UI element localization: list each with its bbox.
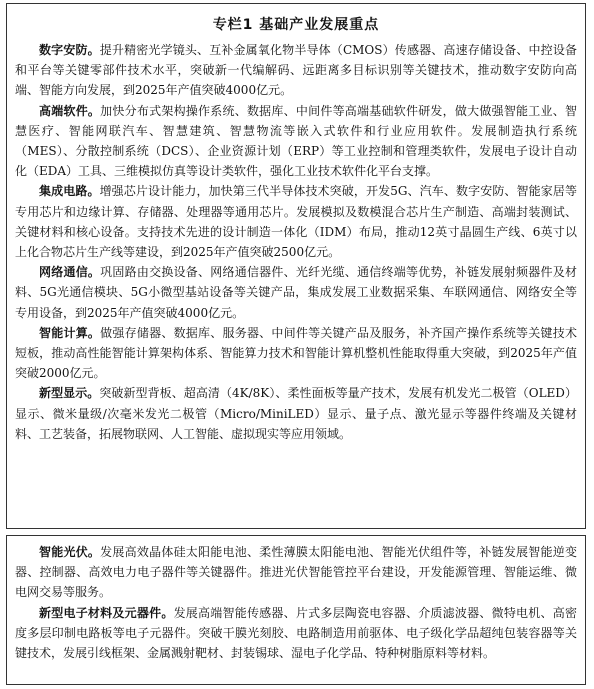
section-heading: 智能光伏。 [39, 545, 101, 559]
column-box-bottom [6, 535, 586, 685]
section-digital-security [15, 40, 577, 101]
section-body: 加快分布式架构操作系统、数据库、中间件等高端基础软件研发，做大做强智能工业、智慧医疗、智能网联汽车、智慧建筑、智慧物流等嵌入式软件和行业应用软件。发展制造执行系统（MES）、分散控制系统（DCS）、企业资源计划（ERP）等工业控制和管理类软件，发展电子设计自动化（EDA）工具、三维模拟仿真等设计类软件，强化工业技术软件化平台支撑。 [15, 103, 577, 179]
section-heading: 集成电路。 [39, 184, 100, 199]
column-box-top [6, 3, 586, 529]
section-network-communication [15, 262, 577, 323]
section-body: 增强芯片设计能力，加快第三代半导体技术突破，开发5G、汽车、数字安防、智能家居等专用芯片和边缘计算、存储器、处理器等通用芯片。发展模拟及数模混合芯片生产制造、高端封装测试、关键材料和核心设备。支持技术先进的设计制造一体化（IDM）布局，推动12英寸晶圆生产线、6英寸以上化合物芯片生产线等建设，到2025年产值突破2500亿元。 [15, 184, 577, 260]
section-integrated-circuits [15, 181, 577, 262]
section-body: 突破新型背板、超高清（4K/8K）、柔性面板等量产技术，发展有机发光二极管（OLED）显示、微米量级/次毫米发光二极管（Micro/MiniLED）显示、量子点、激光显示等器件终端及关键材料、工艺装备，拓展物联网、人工智能、虚拟现实等应用领域。 [15, 386, 577, 441]
section-heading: 网络通信。 [39, 265, 101, 280]
section-body: 发展高效晶体硅太阳能电池、柔性薄膜太阳能电池、智能光伏组件等，补链发展智能逆变器、控制器、高效电力电子器件等关键器件。推进光伏智能管控平台建设，开发能源管理、智能运维、微电网交易等服务。 [15, 545, 577, 600]
section-body: 做强存储器、数据库、服务器、中间件等关键产品及服务，补齐国产操作系统等关键技术短板，推动高性能智能计算架构体系、智能算力技术和智能计算机整机性能取得重大突破，到2025年产值突破2000亿元。 [15, 325, 577, 381]
section-heading: 高端软件。 [39, 103, 101, 118]
section-heading: 新型显示。 [39, 386, 100, 401]
section-body: 发展高端智能传感器、片式多层陶瓷电容器、介质滤波器、微特电机、高密度多层印制电路板等电子元器件。突破干膜光刻胶、电路制造用前驱体、电子级化学品超纯包装容器等关键技术，发展引线框架、金属溅射靶材、封装锡球、湿电子化学品、特种树脂原料等材料。 [15, 605, 577, 661]
section-body: 巩固路由交换设备、网络通信器件、光纤光缆、通信终端等优势，补链发展射频器件及材料、5G光通信模块、5G小微型基站设备等关键产品，集成发展工业数据采集、车联网通信、网络安全等专用设备，到2025年产值突破4000亿元。 [15, 265, 577, 320]
section-heading: 数字安防。 [39, 43, 100, 57]
column-title: 专栏1 基础产业发展重点 [212, 17, 380, 33]
section-high-end-software [15, 101, 577, 182]
section-electronic-materials [15, 603, 577, 664]
section-body: 提升精密光学镜头、互补金属氧化物半导体（CMOS）传感器、高速存储设备、中控设备和平台等关键零部件技术水平，突破新一代编解码、远距离多目标识别等关键技术，推动数字安防向高端、智能方向发展，到2025年产值突破4000亿元。 [15, 43, 577, 98]
section-heading: 新型电子材料及元器件。 [39, 605, 174, 620]
section-new-display [15, 383, 577, 444]
section-intelligent-computing [15, 323, 577, 384]
section-smart-photovoltaic [15, 542, 577, 603]
section-heading: 智能计算。 [39, 325, 101, 340]
